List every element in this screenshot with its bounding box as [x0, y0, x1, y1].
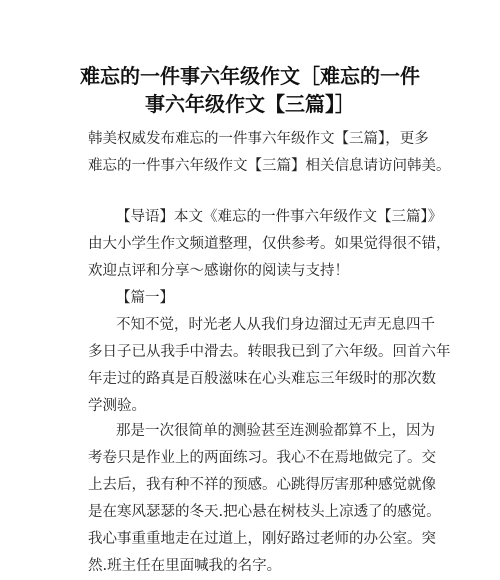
lead-paragraph	[88, 204, 451, 285]
body2-line-2: 考卷只是作业上的两面练习。我心不在焉地做完了。交	[88, 450, 436, 466]
body-paragraph-1	[88, 312, 451, 420]
lead-line-1: 【导语】本文《难忘的一件事六年级作文【三篇】》	[116, 209, 443, 225]
lead-line-3: 欢迎点评和分享～感谢你的阅读与支持！	[88, 263, 349, 279]
intro-paragraph	[88, 126, 451, 180]
intro-line-1: 韩美权威发布难忘的一件事六年级作文【三篇】，更多	[88, 131, 429, 147]
body1-line-3: 年走过的路真是百般滋味在心头难忘三年级时的那次数	[88, 371, 436, 387]
body2-line-5: 我心事重重地走在过道上，刚好路过老师的办公室。突	[88, 531, 436, 547]
body2-line-1: 那是一次很简单的测验甚至连测验都算不上，因为	[116, 423, 435, 439]
intro-line-2: 难忘的一件事六年级作文【三篇】相关信息请访问韩美。	[88, 158, 451, 174]
body2-line-4: 是在寒风瑟瑟的冬天.把心悬在树枝头上凉透了的感觉。	[88, 504, 441, 520]
body-paragraph-2	[88, 418, 441, 580]
body2-line-6: 然.班主任在里面喊我的名字。	[88, 558, 282, 574]
title-line-2: 事六年级作文【三篇】］	[145, 92, 355, 116]
section-heading: 【篇一】	[116, 290, 174, 306]
section-heading-wrap	[88, 285, 418, 312]
body1-line-1: 不知不觉，时光老人从我们身边溜过无声无息四千	[116, 317, 435, 333]
title-line-1: 难忘的一件事六年级作文［难忘的一件	[80, 64, 420, 88]
body1-line-2: 多日子已从我手中滑去。转眼我已到了六年级。回首六年	[88, 344, 451, 360]
body2-line-3: 上去后，我有种不祥的预感。心跳得厉害那种感觉就像	[88, 477, 436, 493]
body1-line-4: 学测验。	[88, 398, 146, 414]
page-title	[0, 62, 500, 118]
lead-line-2: 由大小学生作文频道整理，仅供参考。如果觉得很不错，	[88, 236, 451, 252]
